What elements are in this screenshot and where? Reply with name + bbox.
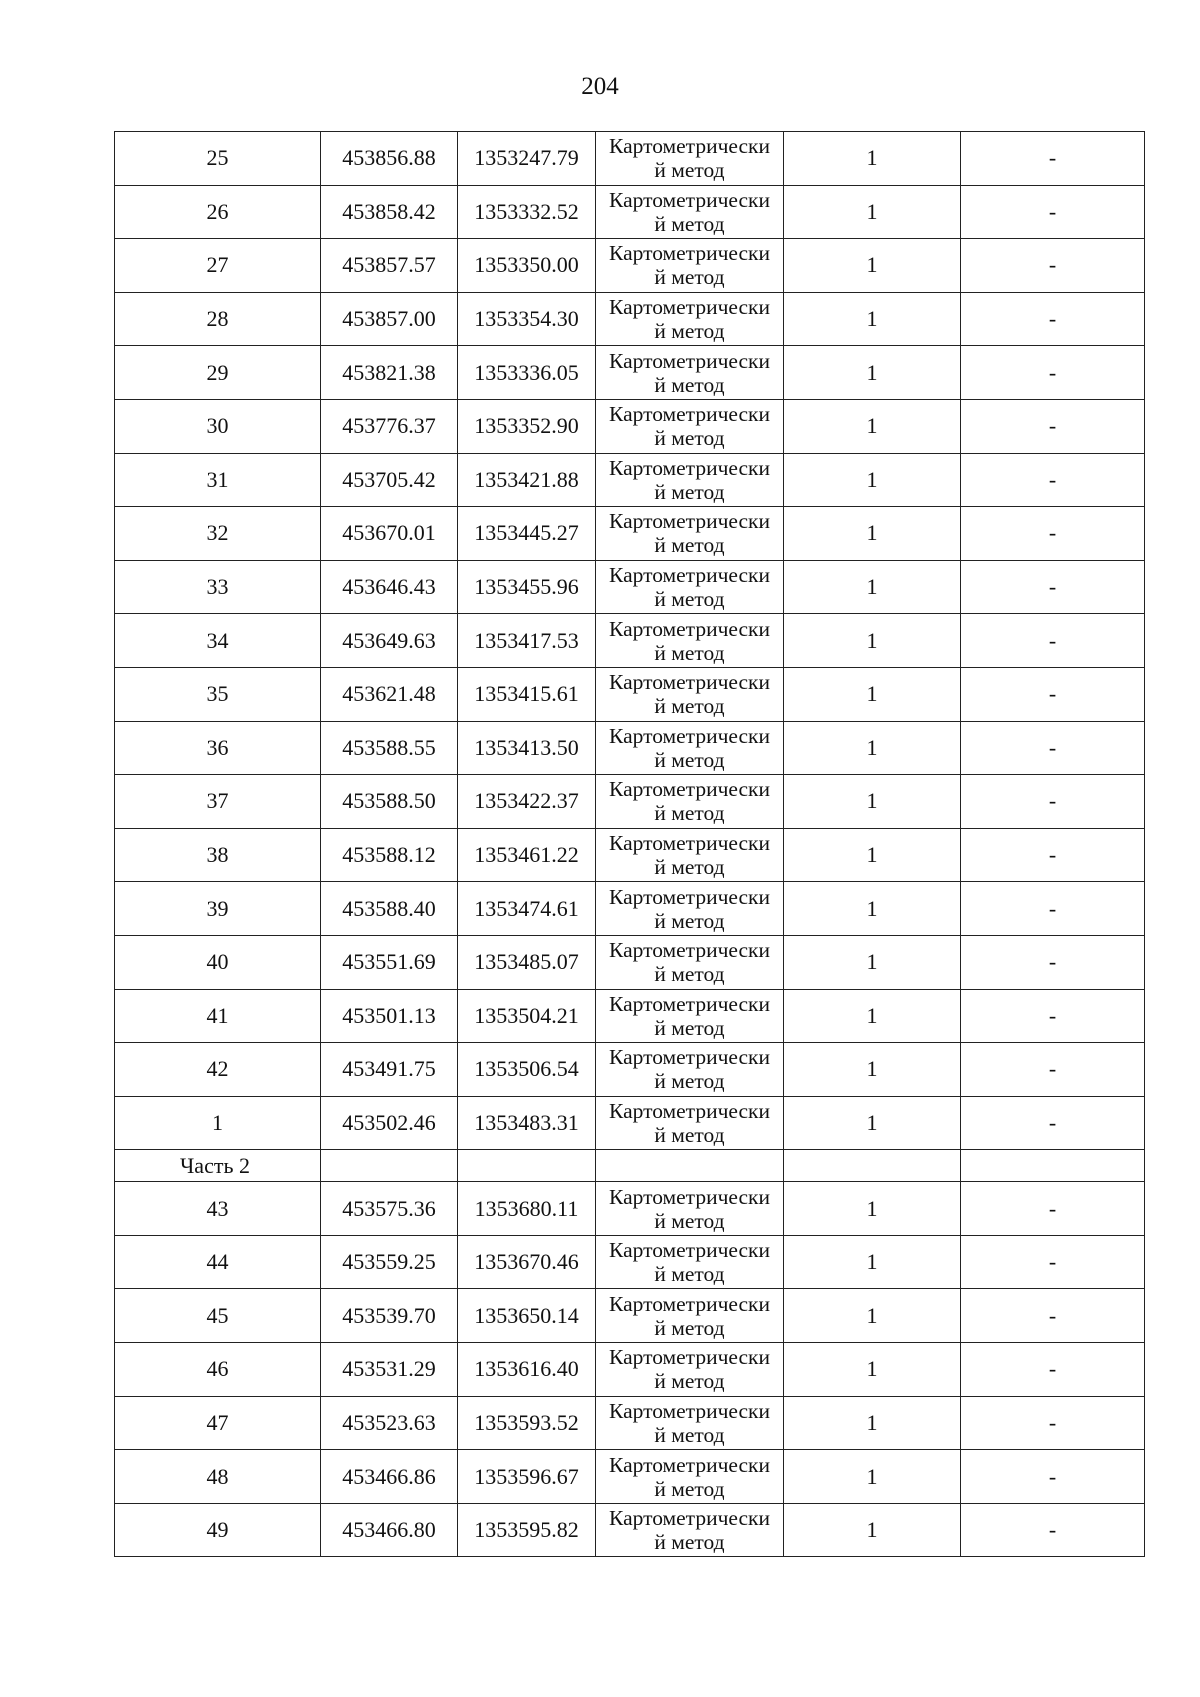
note-cell: - xyxy=(961,292,1145,346)
point-number-cell: 28 xyxy=(115,292,321,346)
note-cell: - xyxy=(961,453,1145,507)
method-text-line-1: Картометрически xyxy=(609,509,770,534)
method-text-line-2: й метод xyxy=(654,319,725,344)
table-row xyxy=(115,1343,1145,1397)
x-coordinate-cell: 453551.69 xyxy=(321,935,458,989)
table-row xyxy=(115,399,1145,453)
table-row xyxy=(115,132,1145,186)
y-coordinate-cell: 1353650.14 xyxy=(458,1289,596,1343)
method-text-line-1: Картометрически xyxy=(609,134,770,159)
table-row xyxy=(115,1396,1145,1450)
method-text-line-1: Картометрически xyxy=(609,1291,770,1316)
note-cell: - xyxy=(961,667,1145,721)
x-coordinate-cell: 453857.00 xyxy=(321,292,458,346)
method-text-line-2: й метод xyxy=(654,747,725,772)
method-text-line-1: Картометрически xyxy=(609,1238,770,1263)
y-coordinate-cell: 1353593.52 xyxy=(458,1396,596,1450)
accuracy-cell: 1 xyxy=(784,399,961,453)
method-text-line-2: й метод xyxy=(654,1369,725,1394)
method-cell xyxy=(596,1235,784,1289)
method-text-line-2: й метод xyxy=(654,1069,725,1094)
accuracy-cell: 1 xyxy=(784,614,961,668)
note-cell: - xyxy=(961,1450,1145,1504)
note-cell: - xyxy=(961,882,1145,936)
accuracy-cell: 1 xyxy=(784,346,961,400)
method-text-line-1: Картометрически xyxy=(609,1098,770,1123)
table-row xyxy=(115,1235,1145,1289)
method-cell xyxy=(596,828,784,882)
note-cell: - xyxy=(961,614,1145,668)
table-body-part-1 xyxy=(115,132,1145,1150)
x-coordinate-cell: 453649.63 xyxy=(321,614,458,668)
point-number-cell: 47 xyxy=(115,1396,321,1450)
method-text-line-2: й метод xyxy=(654,962,725,987)
method-text-line-2: й метод xyxy=(654,265,725,290)
method-text-line-1: Картометрически xyxy=(609,455,770,480)
point-number-cell: 39 xyxy=(115,882,321,936)
point-number-cell: 40 xyxy=(115,935,321,989)
note-cell: - xyxy=(961,1043,1145,1097)
method-text-line-1: Картометрически xyxy=(609,777,770,802)
accuracy-cell: 1 xyxy=(784,828,961,882)
accuracy-cell: 1 xyxy=(784,507,961,561)
table-body-part-2 xyxy=(115,1182,1145,1557)
table-row xyxy=(115,292,1145,346)
x-coordinate-cell: 453559.25 xyxy=(321,1235,458,1289)
method-text-line-1: Картометрически xyxy=(609,884,770,909)
note-cell: - xyxy=(961,132,1145,186)
point-number-cell: 33 xyxy=(115,560,321,614)
method-text-line-1: Картометрически xyxy=(609,1045,770,1070)
table-row xyxy=(115,1182,1145,1236)
table-row xyxy=(115,882,1145,936)
accuracy-cell: 1 xyxy=(784,239,961,293)
accuracy-cell: 1 xyxy=(784,1450,961,1504)
x-coordinate-cell: 453670.01 xyxy=(321,507,458,561)
y-coordinate-cell: 1353485.07 xyxy=(458,935,596,989)
point-number-cell: 37 xyxy=(115,775,321,829)
point-number-cell: 49 xyxy=(115,1503,321,1557)
method-cell xyxy=(596,507,784,561)
empty-cell xyxy=(961,1150,1145,1182)
method-text-line-2: й метод xyxy=(654,908,725,933)
accuracy-cell: 1 xyxy=(784,1343,961,1397)
y-coordinate-cell: 1353352.90 xyxy=(458,399,596,453)
x-coordinate-cell: 453466.80 xyxy=(321,1503,458,1557)
method-text-line-2: й метод xyxy=(654,855,725,880)
point-number-cell: 1 xyxy=(115,1096,321,1150)
note-cell: - xyxy=(961,1396,1145,1450)
point-number-cell: 41 xyxy=(115,989,321,1043)
method-text-line-2: й метод xyxy=(654,1476,725,1501)
table-section-part-2 xyxy=(115,1150,1145,1182)
method-text-line-2: й метод xyxy=(654,372,725,397)
page-number: 204 xyxy=(581,73,619,100)
x-coordinate-cell: 453502.46 xyxy=(321,1096,458,1150)
y-coordinate-cell: 1353504.21 xyxy=(458,989,596,1043)
accuracy-cell: 1 xyxy=(784,560,961,614)
note-cell: - xyxy=(961,1343,1145,1397)
section-row xyxy=(115,1150,1145,1182)
note-cell: - xyxy=(961,346,1145,400)
method-text-line-2: й метод xyxy=(654,1208,725,1233)
note-cell: - xyxy=(961,1096,1145,1150)
method-cell xyxy=(596,989,784,1043)
accuracy-cell: 1 xyxy=(784,453,961,507)
y-coordinate-cell: 1353417.53 xyxy=(458,614,596,668)
table-row xyxy=(115,1043,1145,1097)
table-row xyxy=(115,507,1145,561)
method-cell xyxy=(596,1450,784,1504)
table-row xyxy=(115,667,1145,721)
method-cell xyxy=(596,239,784,293)
point-number-cell: 38 xyxy=(115,828,321,882)
y-coordinate-cell: 1353595.82 xyxy=(458,1503,596,1557)
table-row xyxy=(115,1289,1145,1343)
method-text-line-2: й метод xyxy=(654,1015,725,1040)
x-coordinate-cell: 453856.88 xyxy=(321,132,458,186)
point-number-cell: 46 xyxy=(115,1343,321,1397)
empty-cell xyxy=(458,1150,596,1182)
y-coordinate-cell: 1353670.46 xyxy=(458,1235,596,1289)
point-number-cell: 45 xyxy=(115,1289,321,1343)
method-cell xyxy=(596,132,784,186)
note-cell: - xyxy=(961,828,1145,882)
note-cell: - xyxy=(961,507,1145,561)
point-number-cell: 25 xyxy=(115,132,321,186)
y-coordinate-cell: 1353415.61 xyxy=(458,667,596,721)
method-text-line-1: Картометрически xyxy=(609,831,770,856)
point-number-cell: 26 xyxy=(115,185,321,239)
empty-cell xyxy=(784,1150,961,1182)
method-text-line-2: й метод xyxy=(654,533,725,558)
y-coordinate-cell: 1353483.31 xyxy=(458,1096,596,1150)
method-text-line-1: Картометрически xyxy=(609,563,770,588)
point-number-cell: 27 xyxy=(115,239,321,293)
point-number-cell: 43 xyxy=(115,1182,321,1236)
empty-cell xyxy=(596,1150,784,1182)
y-coordinate-cell: 1353336.05 xyxy=(458,346,596,400)
x-coordinate-cell: 453588.50 xyxy=(321,775,458,829)
method-text-line-2: й метод xyxy=(654,694,725,719)
method-cell xyxy=(596,1096,784,1150)
method-text-line-2: й метод xyxy=(654,1262,725,1287)
x-coordinate-cell: 453575.36 xyxy=(321,1182,458,1236)
method-text-line-2: й метод xyxy=(654,1530,725,1555)
y-coordinate-cell: 1353474.61 xyxy=(458,882,596,936)
method-cell xyxy=(596,1396,784,1450)
method-text-line-2: й метод xyxy=(654,1122,725,1147)
accuracy-cell: 1 xyxy=(784,1503,961,1557)
accuracy-cell: 1 xyxy=(784,935,961,989)
x-coordinate-cell: 453705.42 xyxy=(321,453,458,507)
y-coordinate-cell: 1353422.37 xyxy=(458,775,596,829)
method-cell xyxy=(596,185,784,239)
y-coordinate-cell: 1353506.54 xyxy=(458,1043,596,1097)
y-coordinate-cell: 1353680.11 xyxy=(458,1182,596,1236)
y-coordinate-cell: 1353596.67 xyxy=(458,1450,596,1504)
x-coordinate-cell: 453501.13 xyxy=(321,989,458,1043)
method-cell xyxy=(596,399,784,453)
method-cell xyxy=(596,1182,784,1236)
x-coordinate-cell: 453531.29 xyxy=(321,1343,458,1397)
table-row xyxy=(115,185,1145,239)
method-text-line-1: Картометрически xyxy=(609,295,770,320)
method-text-line-2: й метод xyxy=(654,211,725,236)
x-coordinate-cell: 453523.63 xyxy=(321,1396,458,1450)
x-coordinate-cell: 453858.42 xyxy=(321,185,458,239)
method-text-line-2: й метод xyxy=(654,479,725,504)
note-cell: - xyxy=(961,721,1145,775)
point-number-cell: 31 xyxy=(115,453,321,507)
method-cell xyxy=(596,1043,784,1097)
coordinates-table xyxy=(114,131,1145,1557)
method-text-line-2: й метод xyxy=(654,801,725,826)
accuracy-cell: 1 xyxy=(784,185,961,239)
x-coordinate-cell: 453588.40 xyxy=(321,882,458,936)
table-row xyxy=(115,775,1145,829)
note-cell: - xyxy=(961,1503,1145,1557)
method-cell xyxy=(596,667,784,721)
method-text-line-1: Картометрически xyxy=(609,1506,770,1531)
accuracy-cell: 1 xyxy=(784,1043,961,1097)
accuracy-cell: 1 xyxy=(784,775,961,829)
method-cell xyxy=(596,453,784,507)
method-cell xyxy=(596,346,784,400)
section-label: Часть 2 xyxy=(115,1150,321,1182)
table-row xyxy=(115,828,1145,882)
table-row xyxy=(115,1450,1145,1504)
y-coordinate-cell: 1353455.96 xyxy=(458,560,596,614)
accuracy-cell: 1 xyxy=(784,132,961,186)
x-coordinate-cell: 453588.12 xyxy=(321,828,458,882)
method-text-line-1: Картометрически xyxy=(609,1345,770,1370)
y-coordinate-cell: 1353354.30 xyxy=(458,292,596,346)
method-cell xyxy=(596,292,784,346)
y-coordinate-cell: 1353445.27 xyxy=(458,507,596,561)
accuracy-cell: 1 xyxy=(784,1182,961,1236)
method-text-line-2: й метод xyxy=(654,1422,725,1447)
note-cell: - xyxy=(961,399,1145,453)
method-text-line-1: Картометрически xyxy=(609,938,770,963)
point-number-cell: 44 xyxy=(115,1235,321,1289)
table-row xyxy=(115,239,1145,293)
accuracy-cell: 1 xyxy=(784,667,961,721)
note-cell: - xyxy=(961,989,1145,1043)
note-cell: - xyxy=(961,1289,1145,1343)
table-row xyxy=(115,453,1145,507)
y-coordinate-cell: 1353461.22 xyxy=(458,828,596,882)
point-number-cell: 36 xyxy=(115,721,321,775)
note-cell: - xyxy=(961,775,1145,829)
method-text-line-2: й метод xyxy=(654,158,725,183)
method-text-line-1: Картометрически xyxy=(609,670,770,695)
table-row xyxy=(115,1503,1145,1557)
x-coordinate-cell: 453466.86 xyxy=(321,1450,458,1504)
table-row xyxy=(115,560,1145,614)
method-text-line-1: Картометрически xyxy=(609,1184,770,1209)
method-text-line-1: Картометрически xyxy=(609,1398,770,1423)
note-cell: - xyxy=(961,560,1145,614)
table-row xyxy=(115,346,1145,400)
method-cell xyxy=(596,935,784,989)
method-text-line-1: Картометрически xyxy=(609,1452,770,1477)
note-cell: - xyxy=(961,1235,1145,1289)
accuracy-cell: 1 xyxy=(784,1235,961,1289)
accuracy-cell: 1 xyxy=(784,292,961,346)
method-text-line-2: й метод xyxy=(654,640,725,665)
method-text-line-1: Картометрически xyxy=(609,187,770,212)
accuracy-cell: 1 xyxy=(784,1396,961,1450)
accuracy-cell: 1 xyxy=(784,989,961,1043)
point-number-cell: 34 xyxy=(115,614,321,668)
method-cell xyxy=(596,1503,784,1557)
accuracy-cell: 1 xyxy=(784,882,961,936)
method-cell xyxy=(596,1289,784,1343)
y-coordinate-cell: 1353332.52 xyxy=(458,185,596,239)
accuracy-cell: 1 xyxy=(784,1289,961,1343)
point-number-cell: 32 xyxy=(115,507,321,561)
method-text-line-1: Картометрически xyxy=(609,402,770,427)
method-text-line-2: й метод xyxy=(654,587,725,612)
y-coordinate-cell: 1353421.88 xyxy=(458,453,596,507)
x-coordinate-cell: 453857.57 xyxy=(321,239,458,293)
table-row xyxy=(115,989,1145,1043)
x-coordinate-cell: 453588.55 xyxy=(321,721,458,775)
method-text-line-2: й метод xyxy=(654,426,725,451)
point-number-cell: 48 xyxy=(115,1450,321,1504)
method-cell xyxy=(596,614,784,668)
note-cell: - xyxy=(961,185,1145,239)
y-coordinate-cell: 1353247.79 xyxy=(458,132,596,186)
x-coordinate-cell: 453776.37 xyxy=(321,399,458,453)
note-cell: - xyxy=(961,1182,1145,1236)
table-row xyxy=(115,1096,1145,1150)
note-cell: - xyxy=(961,935,1145,989)
method-text-line-1: Картометрически xyxy=(609,991,770,1016)
y-coordinate-cell: 1353413.50 xyxy=(458,721,596,775)
accuracy-cell: 1 xyxy=(784,721,961,775)
note-cell: - xyxy=(961,239,1145,293)
y-coordinate-cell: 1353350.00 xyxy=(458,239,596,293)
point-number-cell: 29 xyxy=(115,346,321,400)
method-text-line-1: Картометрически xyxy=(609,723,770,748)
x-coordinate-cell: 453646.43 xyxy=(321,560,458,614)
x-coordinate-cell: 453539.70 xyxy=(321,1289,458,1343)
x-coordinate-cell: 453491.75 xyxy=(321,1043,458,1097)
accuracy-cell: 1 xyxy=(784,1096,961,1150)
x-coordinate-cell: 453821.38 xyxy=(321,346,458,400)
method-cell xyxy=(596,721,784,775)
point-number-cell: 30 xyxy=(115,399,321,453)
empty-cell xyxy=(321,1150,458,1182)
point-number-cell: 35 xyxy=(115,667,321,721)
table-row xyxy=(115,614,1145,668)
table-row xyxy=(115,935,1145,989)
method-text-line-1: Картометрически xyxy=(609,241,770,266)
method-cell xyxy=(596,882,784,936)
method-text-line-1: Картометрически xyxy=(609,348,770,373)
y-coordinate-cell: 1353616.40 xyxy=(458,1343,596,1397)
method-cell xyxy=(596,775,784,829)
point-number-cell: 42 xyxy=(115,1043,321,1097)
table-row xyxy=(115,721,1145,775)
method-text-line-2: й метод xyxy=(654,1315,725,1340)
method-cell xyxy=(596,560,784,614)
x-coordinate-cell: 453621.48 xyxy=(321,667,458,721)
method-cell xyxy=(596,1343,784,1397)
method-text-line-1: Картометрически xyxy=(609,616,770,641)
